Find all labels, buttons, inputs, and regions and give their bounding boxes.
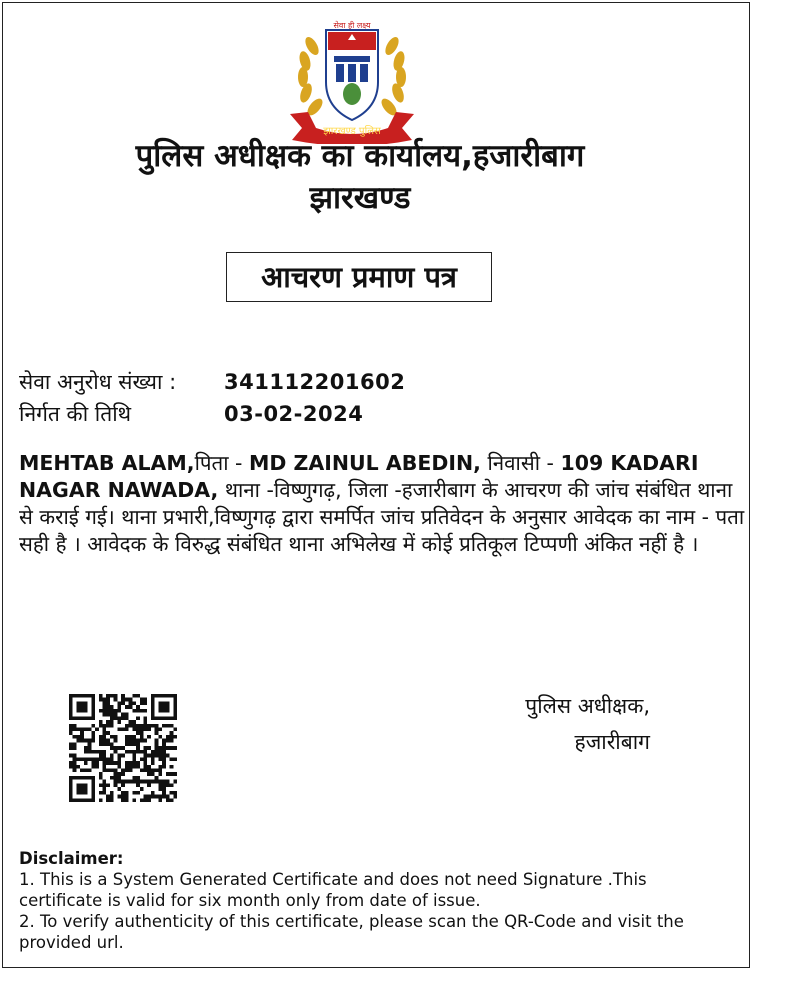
issue-date-row (19, 400, 363, 428)
signatory-place: हजारीबाग (574, 730, 650, 754)
jharkhand-police-emblem (282, 16, 422, 144)
certificate-statement: थाना -विष्णुगढ़, जिला -हजारीबाग के आचरण की जांच संबंधित थाना से कराई गई। थाना प्रभारी,विष्णुगढ़ द्वारा समर्पित जांच प्रतिवेदन के अनुसार आवेदक का नाम - पता सही है । आवेदक के विरुद्ध संबंधित थाना अभिलेख में कोई प्रतिकूल टिप्पणी अंकित नहीं है । (19, 478, 745, 556)
disclaimer (19, 848, 719, 953)
certificate-title: आचरण प्रमाण पत्र (226, 252, 492, 302)
request-number-label: सेवा अनुरोध संख्या : (19, 370, 177, 394)
disclaimer-item-2: 2. To verify authenticity of this certificate, please scan the QR-Code and visit the provided url. (19, 912, 684, 952)
emblem-ribbon-text: झारखण्ड पुलिस (323, 126, 381, 137)
signatory-title: पुलिस अधीक्षक, (525, 694, 650, 718)
request-number-row (19, 368, 405, 396)
emblem-motto: सेवा ही लक्ष्य (333, 21, 371, 30)
certificate-body (19, 450, 749, 558)
office-heading (40, 135, 680, 219)
disclaimer-heading: Disclaimer: (19, 849, 124, 868)
issue-date-label: निर्गत की तिथि (19, 402, 132, 426)
father-label: पिता - (194, 451, 249, 475)
office-line-2: झारखण्ड (309, 180, 411, 216)
resident-label: निवासी - (480, 451, 561, 475)
applicant-address: 109 KADARI NAGAR NAWADA, (19, 451, 699, 502)
office-line-1: पुलिस अधीक्षक का कार्यालय,हजारीबाग (135, 138, 585, 174)
signature-block (470, 688, 650, 760)
issue-date-value: 03-02-2024 (224, 402, 364, 426)
father-name: MD ZAINUL ABEDIN, (248, 451, 481, 475)
disclaimer-item-1: 1. This is a System Generated Certificate and does not need Signature .This certificate is valid for six month only from date of issue. (19, 870, 647, 910)
applicant-name: MEHTAB ALAM, (19, 451, 195, 475)
qr-code-icon[interactable] (66, 694, 180, 802)
request-number-value: 341112201602 (224, 370, 406, 394)
